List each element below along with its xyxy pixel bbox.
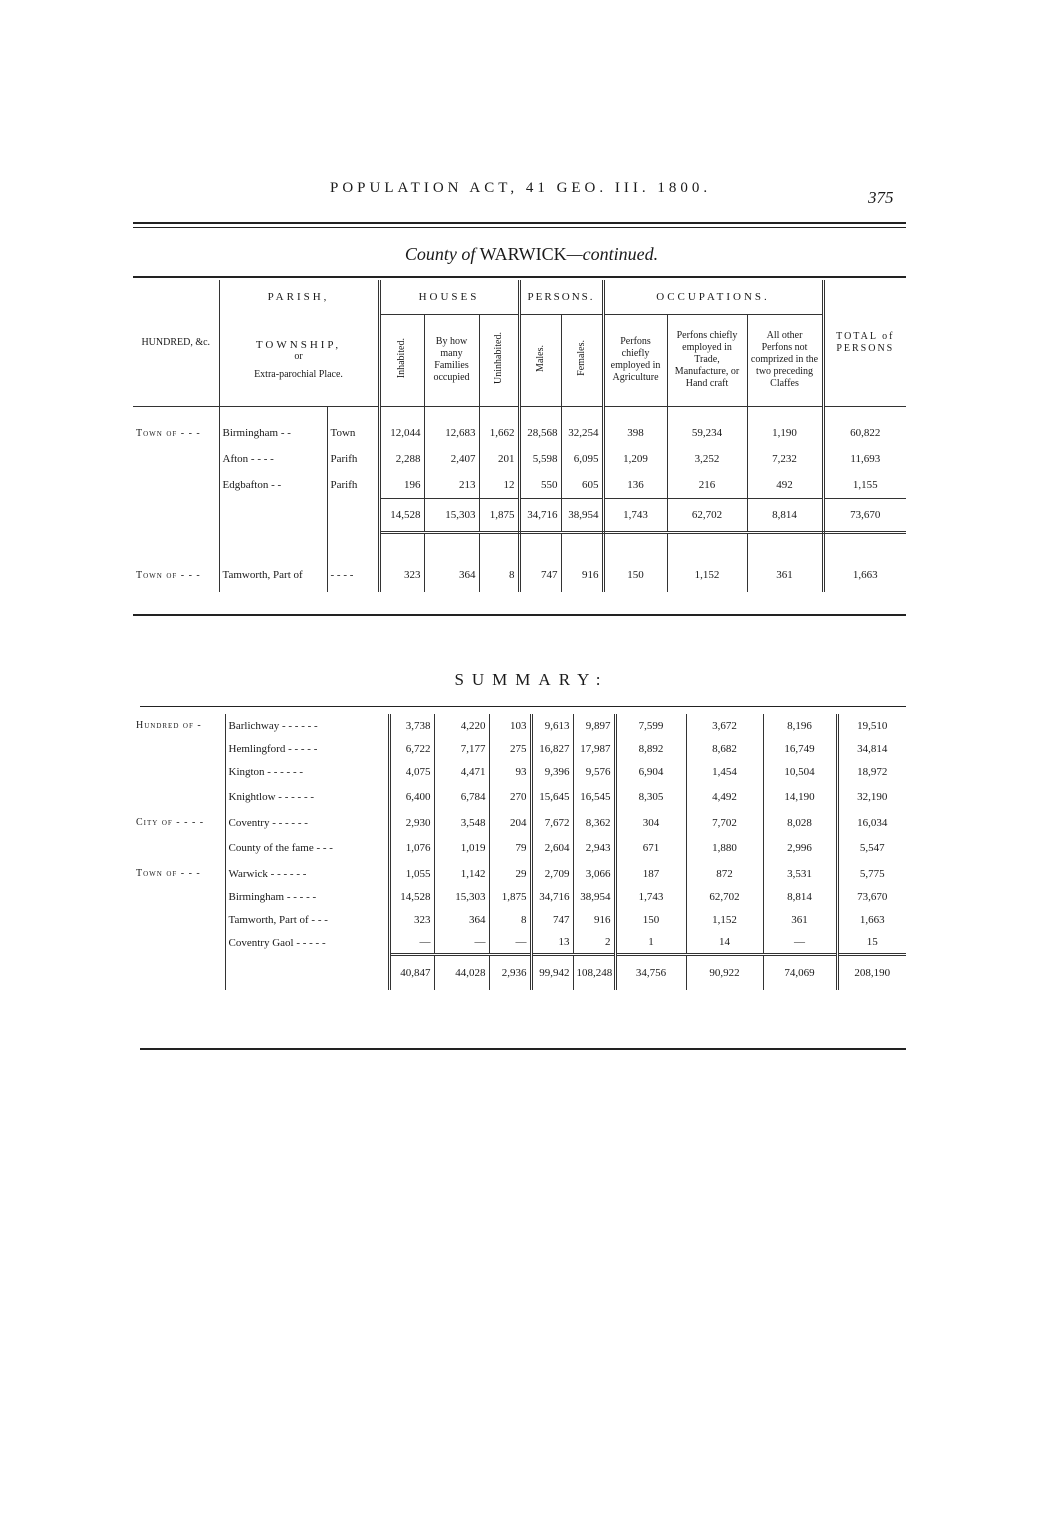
summary-total-females: 108,248 <box>573 954 615 990</box>
summary-total: 32,190 <box>857 791 888 803</box>
summary-other: 2,996 <box>763 834 837 862</box>
summary-row <box>133 931 906 954</box>
summary-row <box>133 760 906 783</box>
summary-row <box>133 783 906 811</box>
summary-males: 13 <box>531 931 573 954</box>
summary-row <box>133 714 906 737</box>
summary-title: SUMMARY: <box>454 670 609 689</box>
row-place: Afton - - - - <box>219 446 327 472</box>
summary-agri: 187 <box>615 862 686 885</box>
col-persons: PERSONS. <box>519 280 603 314</box>
summary-hundred <box>133 760 225 783</box>
table-row <box>133 558 906 592</box>
summary-total-agri: 34,756 <box>615 954 686 990</box>
subtotal-other: 8,814 <box>747 498 823 532</box>
summary-total: 16,034 <box>857 816 888 829</box>
running-title: POPULATION ACT, 41 GEO. III. 1800. <box>330 180 712 196</box>
row-families: 364 <box>424 558 479 592</box>
summary-females: 9,897 <box>573 714 615 737</box>
col-other: All other Perfons not comprized in the two preceding Claffes <box>747 314 823 406</box>
row-females: 32,254 <box>561 420 603 446</box>
col-parish-1: PARISH, <box>219 280 379 314</box>
summary-total: 73,670 <box>857 890 888 903</box>
summary-inhabited: 6,400 <box>389 783 434 811</box>
summary-hundred: City of - - - - <box>133 811 225 834</box>
summary-row <box>133 885 906 908</box>
summary-inhabited: 323 <box>389 908 434 931</box>
spacer-row <box>133 532 906 558</box>
summary-top-rule <box>140 706 906 707</box>
summary-inhabited: 6,722 <box>389 737 434 760</box>
row-males: 747 <box>519 558 561 592</box>
row-males: 550 <box>519 472 561 498</box>
summary-males: 9,613 <box>531 714 573 737</box>
spacer-cell <box>519 532 561 558</box>
summary-agri: 8,305 <box>615 783 686 811</box>
row-families: 213 <box>424 472 479 498</box>
summary-agri: 6,904 <box>615 760 686 783</box>
summary-row <box>133 862 906 885</box>
header-rule-bottom <box>133 227 906 228</box>
summary-total-trade: 90,922 <box>686 954 763 990</box>
summary-total-row <box>133 954 906 990</box>
spacer-cell <box>823 532 906 558</box>
summary-families: 6,784 <box>434 783 489 811</box>
row-total: 1,663 <box>852 569 878 581</box>
summary-hundred: Hundred of - <box>133 714 225 737</box>
subtotal-trade: 62,702 <box>667 498 747 532</box>
summary-females: 916 <box>573 908 615 931</box>
summary-uninhabited: 79 <box>489 834 531 862</box>
row-females: 6,095 <box>561 446 603 472</box>
summary-row <box>133 908 906 931</box>
main-table-bottom-rule <box>133 614 906 616</box>
col-males <box>519 314 561 406</box>
summary-other: 10,504 <box>763 760 837 783</box>
row-trade: 216 <box>667 472 747 498</box>
summary-place: Warwick - - - - - - <box>225 862 389 885</box>
row-females: 605 <box>561 472 603 498</box>
summary-hundred <box>133 783 225 811</box>
summary-males: 16,827 <box>531 737 573 760</box>
spacer-cell <box>561 532 603 558</box>
row-inhabited: 196 <box>379 472 424 498</box>
col-parish-rest <box>219 314 379 406</box>
row-other: 7,232 <box>747 446 823 472</box>
summary-place: Tamworth, Part of - - - <box>225 908 389 931</box>
summary-uninhabited: — <box>489 931 531 954</box>
summary-total-hundred <box>133 954 225 990</box>
col-inhabited-label: Inhabited. <box>396 337 407 379</box>
county-table <box>133 280 906 592</box>
summary-agri: 304 <box>615 811 686 834</box>
summary-males: 34,716 <box>531 885 573 908</box>
summary-inhabited: 4,075 <box>389 760 434 783</box>
row-total: 11,693 <box>850 453 881 465</box>
summary-row <box>133 811 906 834</box>
summary-total-place <box>225 954 389 990</box>
summary-total-families: 44,028 <box>434 954 489 990</box>
county-prefix: County of <box>404 244 476 264</box>
subtotal-place <box>219 498 327 532</box>
row-hundred <box>133 472 219 498</box>
col-uninhabited <box>479 314 519 406</box>
summary-agri: 150 <box>615 908 686 931</box>
row-trade: 3,252 <box>667 446 747 472</box>
summary-hundred <box>133 885 225 908</box>
summary-uninhabited: 1,875 <box>489 885 531 908</box>
summary-total: 5,775 <box>859 867 885 880</box>
summary-total: 1,663 <box>859 913 885 926</box>
summary-total: 18,972 <box>857 765 888 778</box>
summary-place: Birmingham - - - - - <box>225 885 389 908</box>
row-uninhabited: 1,662 <box>479 420 519 446</box>
summary-females: 2,943 <box>573 834 615 862</box>
row-uninhabited: 201 <box>479 446 519 472</box>
row-kind: Parifh <box>327 446 379 472</box>
summary-uninhabited: 275 <box>489 737 531 760</box>
summary-other: 16,749 <box>763 737 837 760</box>
summary-males: 15,645 <box>531 783 573 811</box>
col-males-label: Males. <box>534 344 546 372</box>
row-place: Birmingham - - <box>219 420 327 446</box>
row-kind: - - - - <box>327 558 379 592</box>
summary-total-total: 208,190 <box>837 954 906 990</box>
col-parish-4: Extra-parochial Place. <box>254 368 343 380</box>
summary-uninhabited: 29 <box>489 862 531 885</box>
summary-inhabited: 14,528 <box>389 885 434 908</box>
summary-other: 3,531 <box>763 862 837 885</box>
summary-place: County of the fame - - - <box>225 834 389 862</box>
row-uninhabited: 12 <box>479 472 519 498</box>
summary-uninhabited: 8 <box>489 908 531 931</box>
county-suffix: —continued. <box>566 244 659 264</box>
col-inhabited <box>379 314 424 406</box>
summary-total-inhabited: 40,847 <box>389 954 434 990</box>
row-other: 361 <box>747 558 823 592</box>
summary-trade: 14 <box>686 931 763 954</box>
summary-place: Hemlingford - - - - - <box>225 737 389 760</box>
summary-families: 1,019 <box>434 834 489 862</box>
spacer-cell <box>667 532 747 558</box>
summary-total-other: 74,069 <box>763 954 837 990</box>
summary-agri: 8,892 <box>615 737 686 760</box>
spacer-cell <box>479 532 519 558</box>
summary-trade: 62,702 <box>686 885 763 908</box>
row-families: 12,683 <box>424 420 479 446</box>
col-houses: HOUSES <box>379 280 519 314</box>
summary-total: 34,814 <box>857 742 888 755</box>
row-kind: Parifh <box>327 472 379 498</box>
row-uninhabited: 8 <box>479 558 519 592</box>
summary-trade: 4,492 <box>686 783 763 811</box>
row-inhabited: 323 <box>379 558 424 592</box>
col-hundred: HUNDRED, &c. <box>133 280 219 406</box>
summary-males: 2,709 <box>531 862 573 885</box>
subtotal-hundred <box>133 498 219 532</box>
summary-total: 19,510 <box>857 719 888 732</box>
col-females <box>561 314 603 406</box>
summary-females: 17,987 <box>573 737 615 760</box>
row-trade: 59,234 <box>667 420 747 446</box>
summary-place: Barlichway - - - - - - <box>225 714 389 737</box>
summary-trade: 1,152 <box>686 908 763 931</box>
row-place: Edgbafton - - <box>219 472 327 498</box>
summary-other: — <box>763 931 837 954</box>
summary-hundred: Town of - - - <box>133 862 225 885</box>
summary-families: 7,177 <box>434 737 489 760</box>
row-agri: 1,209 <box>603 446 667 472</box>
row-inhabited: 12,044 <box>379 420 424 446</box>
col-parish-3: or <box>294 350 303 362</box>
summary-table <box>133 714 906 990</box>
table-top-rule <box>133 276 906 278</box>
summary-trade: 7,702 <box>686 811 763 834</box>
summary-females: 9,576 <box>573 760 615 783</box>
summary-inhabited: 1,055 <box>389 862 434 885</box>
spacer-cell <box>424 532 479 558</box>
summary-males: 2,604 <box>531 834 573 862</box>
header-row-2 <box>133 314 906 406</box>
summary-trade: 1,454 <box>686 760 763 783</box>
summary-trade: 8,682 <box>686 737 763 760</box>
row-agri: 150 <box>603 558 667 592</box>
table-row <box>133 446 906 472</box>
col-females-label: Females. <box>575 340 587 376</box>
summary-hundred <box>133 908 225 931</box>
row-trade: 1,152 <box>667 558 747 592</box>
spacer-cell <box>379 532 424 558</box>
summary-families: — <box>434 931 489 954</box>
summary-other: 8,196 <box>763 714 837 737</box>
summary-row <box>133 737 906 760</box>
summary-uninhabited: 103 <box>489 714 531 737</box>
spacer-cell <box>603 532 667 558</box>
summary-families: 3,548 <box>434 811 489 834</box>
summary-families: 364 <box>434 908 489 931</box>
summary-other: 14,190 <box>763 783 837 811</box>
summary-families: 4,220 <box>434 714 489 737</box>
county-title <box>0 244 1063 265</box>
summary-total-uninhabited: 2,936 <box>489 954 531 990</box>
summary-inhabited: 2,930 <box>389 811 434 834</box>
spacer-cell <box>133 532 219 558</box>
summary-place: Kington - - - - - - <box>225 760 389 783</box>
summary-females: 2 <box>573 931 615 954</box>
summary-hundred <box>133 737 225 760</box>
summary-other: 8,814 <box>763 885 837 908</box>
page-number: 375 <box>868 188 894 207</box>
col-trade: Perfons chiefly employed in Trade, Manufacture, or Hand craft <box>667 314 747 406</box>
header-row-1 <box>133 280 906 314</box>
row-hundred <box>133 446 219 472</box>
row-hundred: Town of - - - <box>133 558 219 592</box>
row-hundred: Town of - - - <box>133 420 219 446</box>
summary-females: 3,066 <box>573 862 615 885</box>
summary-males: 9,396 <box>531 760 573 783</box>
summary-hundred <box>133 931 225 954</box>
summary-agri: 1 <box>615 931 686 954</box>
row-other: 492 <box>747 472 823 498</box>
summary-hundred <box>133 834 225 862</box>
summary-place: Knightlow - - - - - - <box>225 783 389 811</box>
row-other: 1,190 <box>747 420 823 446</box>
summary-bottom-rule <box>140 1048 906 1050</box>
row-agri: 398 <box>603 420 667 446</box>
row-females: 916 <box>561 558 603 592</box>
summary-inhabited: — <box>389 931 434 954</box>
summary-males: 7,672 <box>531 811 573 834</box>
row-inhabited: 2,288 <box>379 446 424 472</box>
summary-total: 15 <box>866 935 878 948</box>
summary-other: 361 <box>763 908 837 931</box>
summary-uninhabited: 270 <box>489 783 531 811</box>
spacer-cell <box>219 532 327 558</box>
row-total: 60,822 <box>850 427 881 439</box>
header-rule-top <box>133 222 906 224</box>
summary-place: Coventry - - - - - - <box>225 811 389 834</box>
county-name: WARWICK <box>479 244 567 264</box>
row-agri: 136 <box>603 472 667 498</box>
summary-females: 8,362 <box>573 811 615 834</box>
col-total: TOTAL of PERSONS <box>823 280 906 406</box>
spacer-cell <box>327 532 379 558</box>
row-males: 28,568 <box>519 420 561 446</box>
summary-place: Coventry Gaol - - - - - <box>225 931 389 954</box>
col-parish-2: TOWNSHIP, <box>255 338 342 351</box>
summary-families: 1,142 <box>434 862 489 885</box>
subtotal-families: 15,303 <box>424 498 479 532</box>
summary-total-males: 99,942 <box>531 954 573 990</box>
summary-inhabited: 1,076 <box>389 834 434 862</box>
subtotal-uninhabited: 1,875 <box>479 498 519 532</box>
row-total: 1,155 <box>852 478 878 491</box>
summary-families: 4,471 <box>434 760 489 783</box>
summary-agri: 7,599 <box>615 714 686 737</box>
row-males: 5,598 <box>519 446 561 472</box>
summary-row <box>133 834 906 862</box>
row-place: Tamworth, Part of <box>219 558 327 592</box>
spacer-cell <box>747 532 823 558</box>
table-row <box>133 420 906 446</box>
summary-agri: 671 <box>615 834 686 862</box>
summary-other: 8,028 <box>763 811 837 834</box>
summary-families: 15,303 <box>434 885 489 908</box>
summary-females: 16,545 <box>573 783 615 811</box>
summary-uninhabited: 204 <box>489 811 531 834</box>
col-agriculture: Perfons chiefly employed in Agriculture <box>603 314 667 406</box>
subtotal-total: 73,670 <box>823 498 906 532</box>
summary-agri: 1,743 <box>615 885 686 908</box>
row-families: 2,407 <box>424 446 479 472</box>
subtotal-agri: 1,743 <box>603 498 667 532</box>
subtotal-row <box>133 498 906 532</box>
subtotal-kind <box>327 498 379 532</box>
subtotal-inhabited: 14,528 <box>379 498 424 532</box>
summary-trade: 1,880 <box>686 834 763 862</box>
summary-males: 747 <box>531 908 573 931</box>
summary-females: 38,954 <box>573 885 615 908</box>
spacer-row <box>133 406 906 420</box>
col-uninhabited-label: Uninhabited. <box>492 332 504 384</box>
summary-trade: 3,672 <box>686 714 763 737</box>
col-occupations: OCCUPATIONS. <box>603 280 823 314</box>
subtotal-males: 34,716 <box>519 498 561 532</box>
summary-inhabited: 3,738 <box>389 714 434 737</box>
table-row <box>133 472 906 498</box>
col-families: By how many Families occupied <box>424 314 479 406</box>
summary-uninhabited: 93 <box>489 760 531 783</box>
row-kind: Town <box>327 420 379 446</box>
subtotal-females: 38,954 <box>561 498 603 532</box>
summary-trade: 872 <box>686 862 763 885</box>
summary-total: 5,547 <box>859 842 885 854</box>
